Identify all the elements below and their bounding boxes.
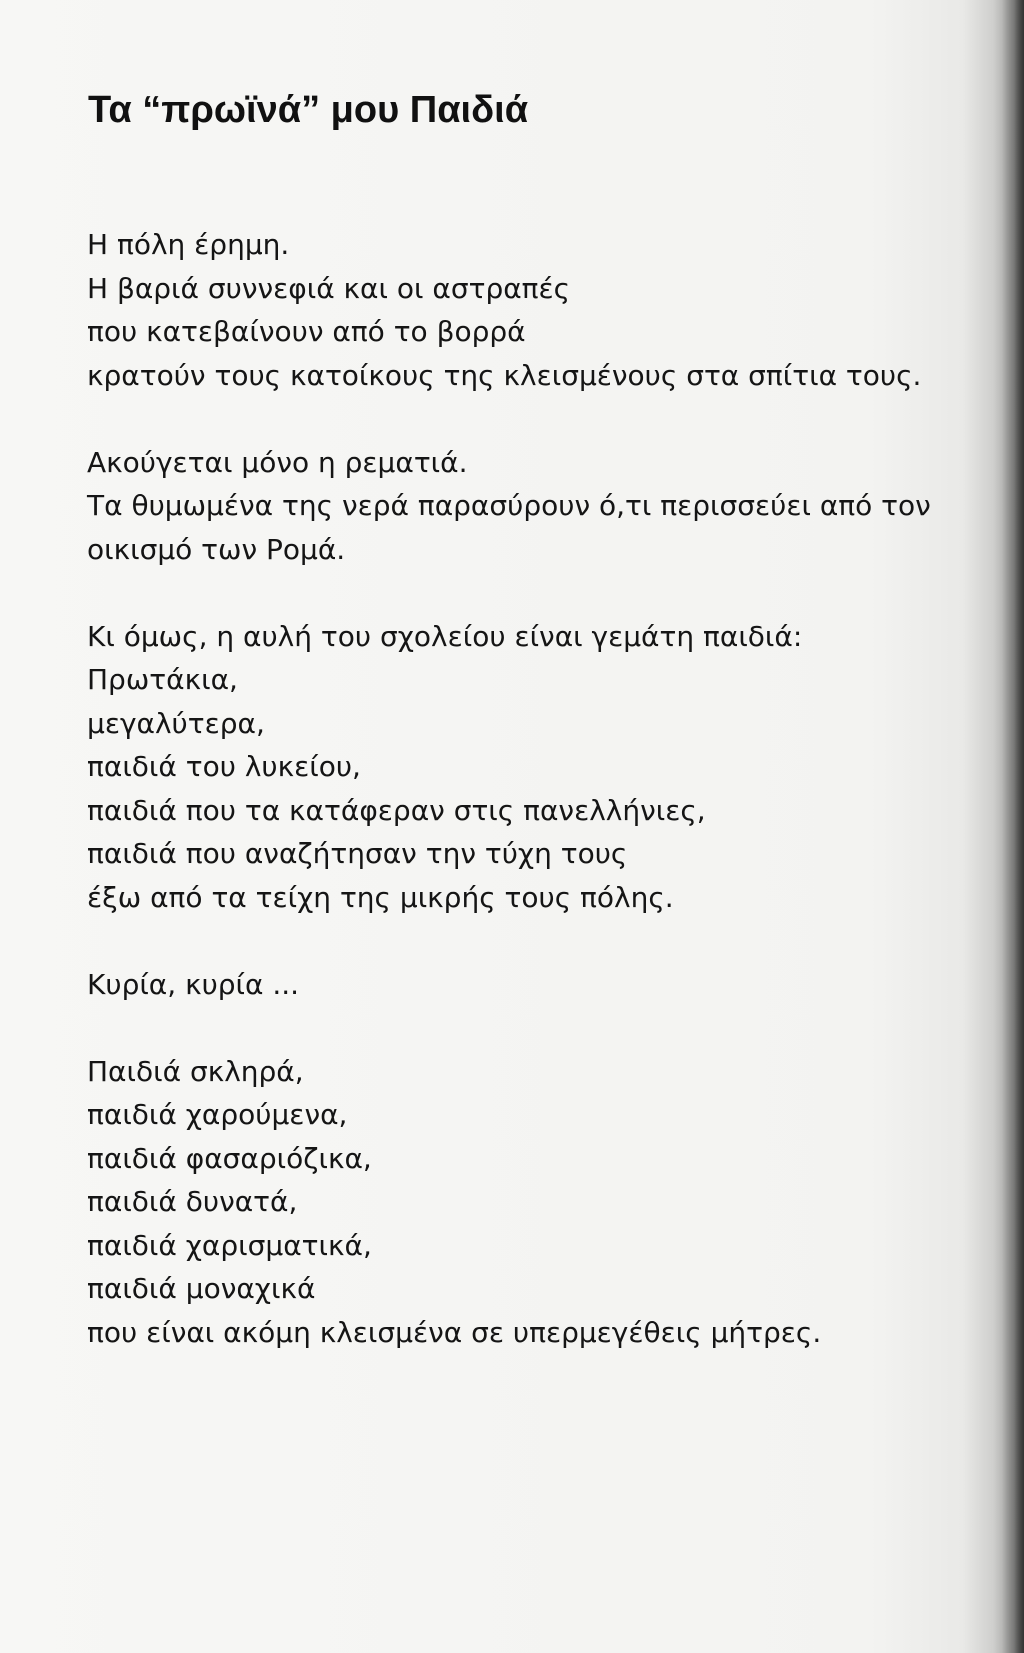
poem-line: Η πόλη έρημη. [87, 228, 290, 261]
stanza-5 [87, 1050, 1007, 1355]
poem-line: παιδιά του λυκείου, [87, 750, 361, 783]
poem-title: Τα “πρωϊνά” μου Παιδιά [88, 89, 529, 131]
poem-line: παιδιά που τα κατάφεραν στις πανελλήνιες, [87, 793, 706, 827]
poem-line: παιδιά φασαριόζικα, [87, 1141, 372, 1175]
stanza-3 [87, 615, 1007, 920]
poem-line: παιδιά χαρισματικά, [87, 1228, 372, 1262]
poem-line: οικισμό των Ρομά. [87, 532, 346, 566]
poem-line: παιδιά χαρούμενα, [87, 1098, 348, 1131]
stanza-1 [87, 223, 1007, 397]
poem-line: Πρωτάκια, [87, 663, 238, 696]
poem-line: παιδιά δυνατά, [87, 1185, 298, 1218]
poem-line: παιδιά που αναζήτησαν την τύχη τους [87, 837, 628, 870]
poem-line: που είναι ακόμη κλεισμένα σε υπερμεγέθεις μήτρες. [87, 1315, 822, 1349]
stanza-4 [87, 963, 1007, 1007]
poem-line: κρατούν τους κατοίκους της κλεισμένους στα σπίτια τους. [87, 358, 922, 392]
poem-line: Τα θυμωμένα της νερά παρασύρουν ό,τι περισσεύει από τον [87, 489, 931, 522]
poem-line: έξω από τα τείχη της μικρής τους πόλης. [87, 880, 674, 914]
poem-line: που κατεβαίνουν από το βορρά [87, 315, 526, 348]
poem-line: Παιδιά σκληρά, [87, 1054, 304, 1088]
poem-line: παιδιά μοναχικά [87, 1272, 316, 1305]
poem-line: μεγαλύτερα, [87, 706, 265, 740]
poem-body [87, 223, 1007, 1398]
stanza-2 [87, 441, 1007, 572]
poem-line: Η βαριά συννεφιά και οι αστραπές [87, 271, 571, 305]
poem-line: Κυρία, κυρία ... [87, 967, 300, 1001]
poem-line: Κι όμως, η αυλή του σχολείου είναι γεμάτη παιδιά: [87, 619, 803, 653]
poem-line: Ακούγεται μόνο η ρεματιά. [87, 445, 468, 479]
